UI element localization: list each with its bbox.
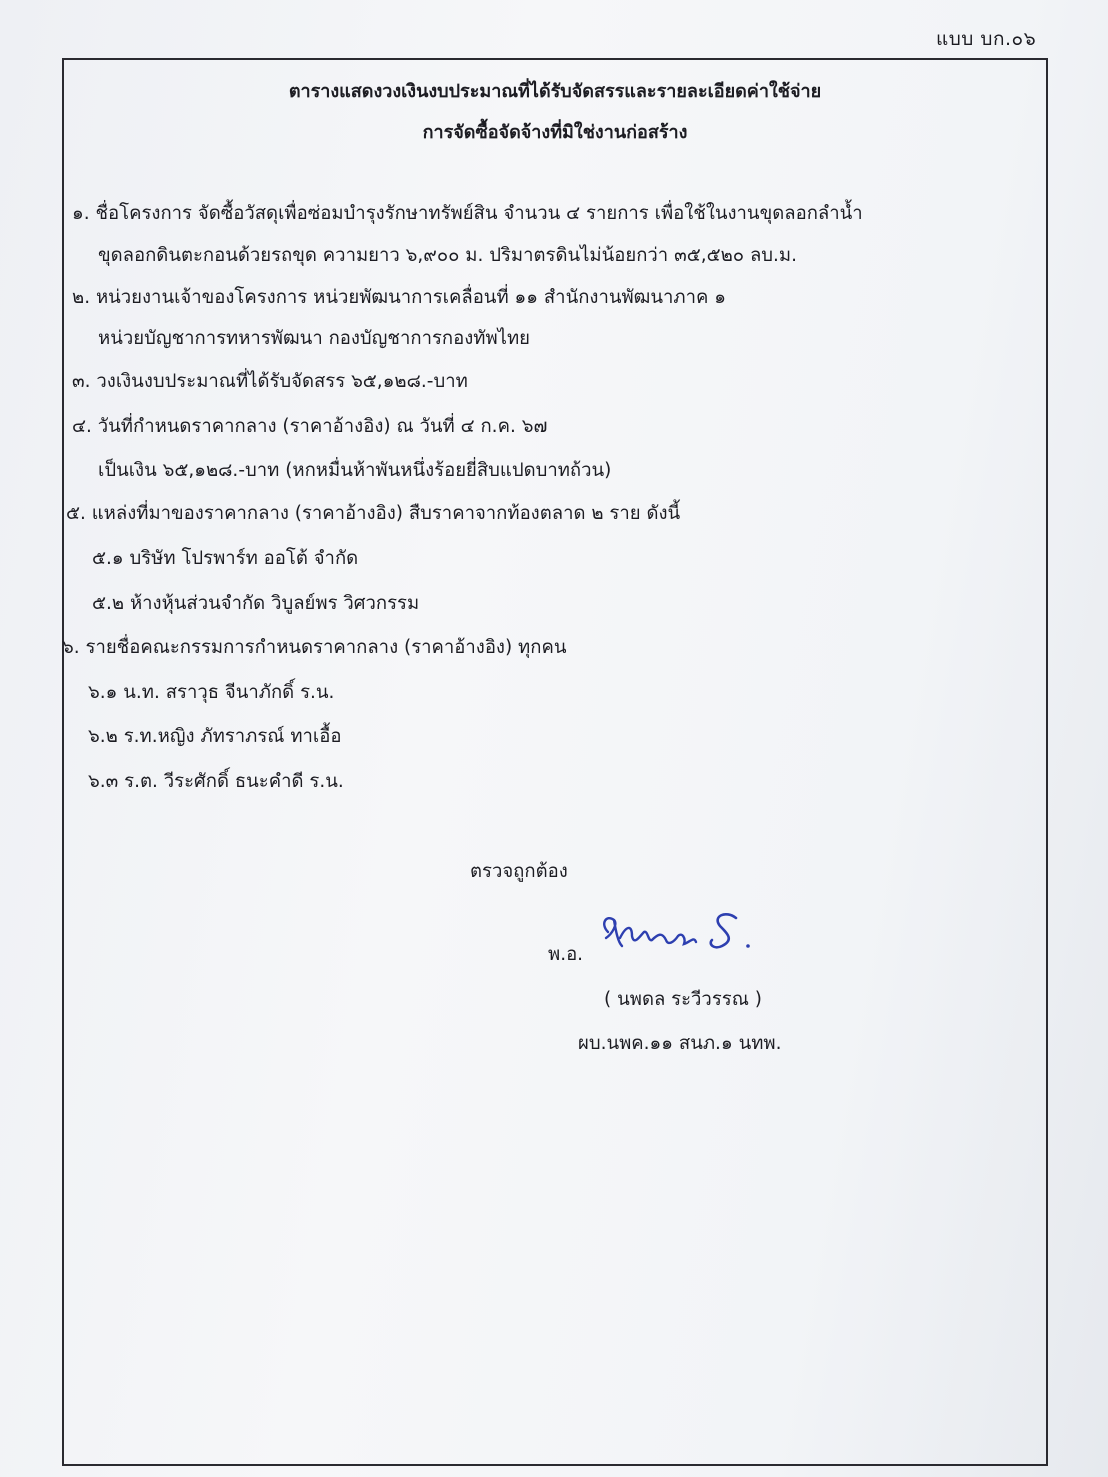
signer-rank: พ.อ.: [548, 944, 584, 965]
form-code: แบบ บก.๐๖: [936, 28, 1037, 50]
item-5: ๕. แหล่งที่มาของราคากลาง (ราคาอ้างอิง) สืบราคาจากท้องตลาด ๒ ราย ดังนี้: [66, 503, 681, 524]
signer-position: ผบ.นพค.๑๑ สนภ.๑ นทพ.: [578, 1033, 782, 1054]
item-5-1: ๕.๑ บริษัท โปรพาร์ท ออโต้ จำกัด: [92, 548, 359, 569]
item-2-line-2: หน่วยบัญชาการทหารพัฒนา กองบัญชาการกองทัพไทย: [98, 328, 530, 349]
item-2-line-1: ๒. หน่วยงานเจ้าของโครงการ หน่วยพัฒนาการเคลื่อนที่ ๑๑ สำนักงานพัฒนาภาค ๑: [72, 287, 727, 308]
item-6-2: ๖.๒ ร.ท.หญิง ภัทราภรณ์ ทาเอื้อ: [88, 726, 342, 747]
item-4-line-2: เป็นเงิน ๖๕,๑๒๘.-บาท (หกหมื่นห้าพันหนึ่งร้อยยี่สิบแปดบาทถ้วน): [98, 460, 612, 481]
item-6: ๖. รายชื่อคณะกรรมการกำหนดราคากลาง (ราคาอ้างอิง) ทุกคน: [62, 637, 567, 658]
handwritten-signature: [596, 902, 766, 962]
item-1-line-1: ๑. ชื่อโครงการ จัดซื้อวัสดุเพื่อซ่อมบำรุงรักษาทรัพย์สิน จำนวน ๔ รายการ เพื่อใช้ในงานขุดลอกลำน้ำ: [72, 203, 863, 224]
document-title-line-1: ตารางแสดงวงเงินงบประมาณที่ได้รับจัดสรรและรายละเอียดค่าใช้จ่าย: [288, 81, 822, 102]
signer-name: ( นพดล ระวีวรรณ ): [604, 989, 762, 1010]
item-6-1: ๖.๑ น.ท. สราวุธ จีนาภักดิ์ ร.น.: [88, 682, 335, 703]
item-4-line-1: ๔. วันที่กำหนดราคากลาง (ราคาอ้างอิง) ณ วันที่ ๔ ก.ค. ๖๗: [72, 416, 548, 437]
item-3: ๓. วงเงินงบประมาณที่ได้รับจัดสรร ๖๕,๑๒๘.-บาท: [72, 371, 468, 392]
document-title-line-2: การจัดซื้อจัดจ้างที่มิใช่งานก่อสร้าง: [422, 122, 688, 143]
item-1-line-2: ขุดลอกดินตะกอนด้วยรถขุด ความยาว ๖,๙๐๐ ม. ปริมาตรดินไม่น้อยกว่า ๓๕,๕๒๐ ลบ.ม.: [98, 245, 797, 266]
item-5-2: ๕.๒ ห้างหุ้นส่วนจำกัด วิบูลย์พร วิศวกรรม: [92, 593, 420, 614]
certify-label: ตรวจถูกต้อง: [470, 861, 568, 882]
item-6-3: ๖.๓ ร.ต. วีระศักดิ์ ธนะคำดี ร.น.: [88, 771, 344, 792]
